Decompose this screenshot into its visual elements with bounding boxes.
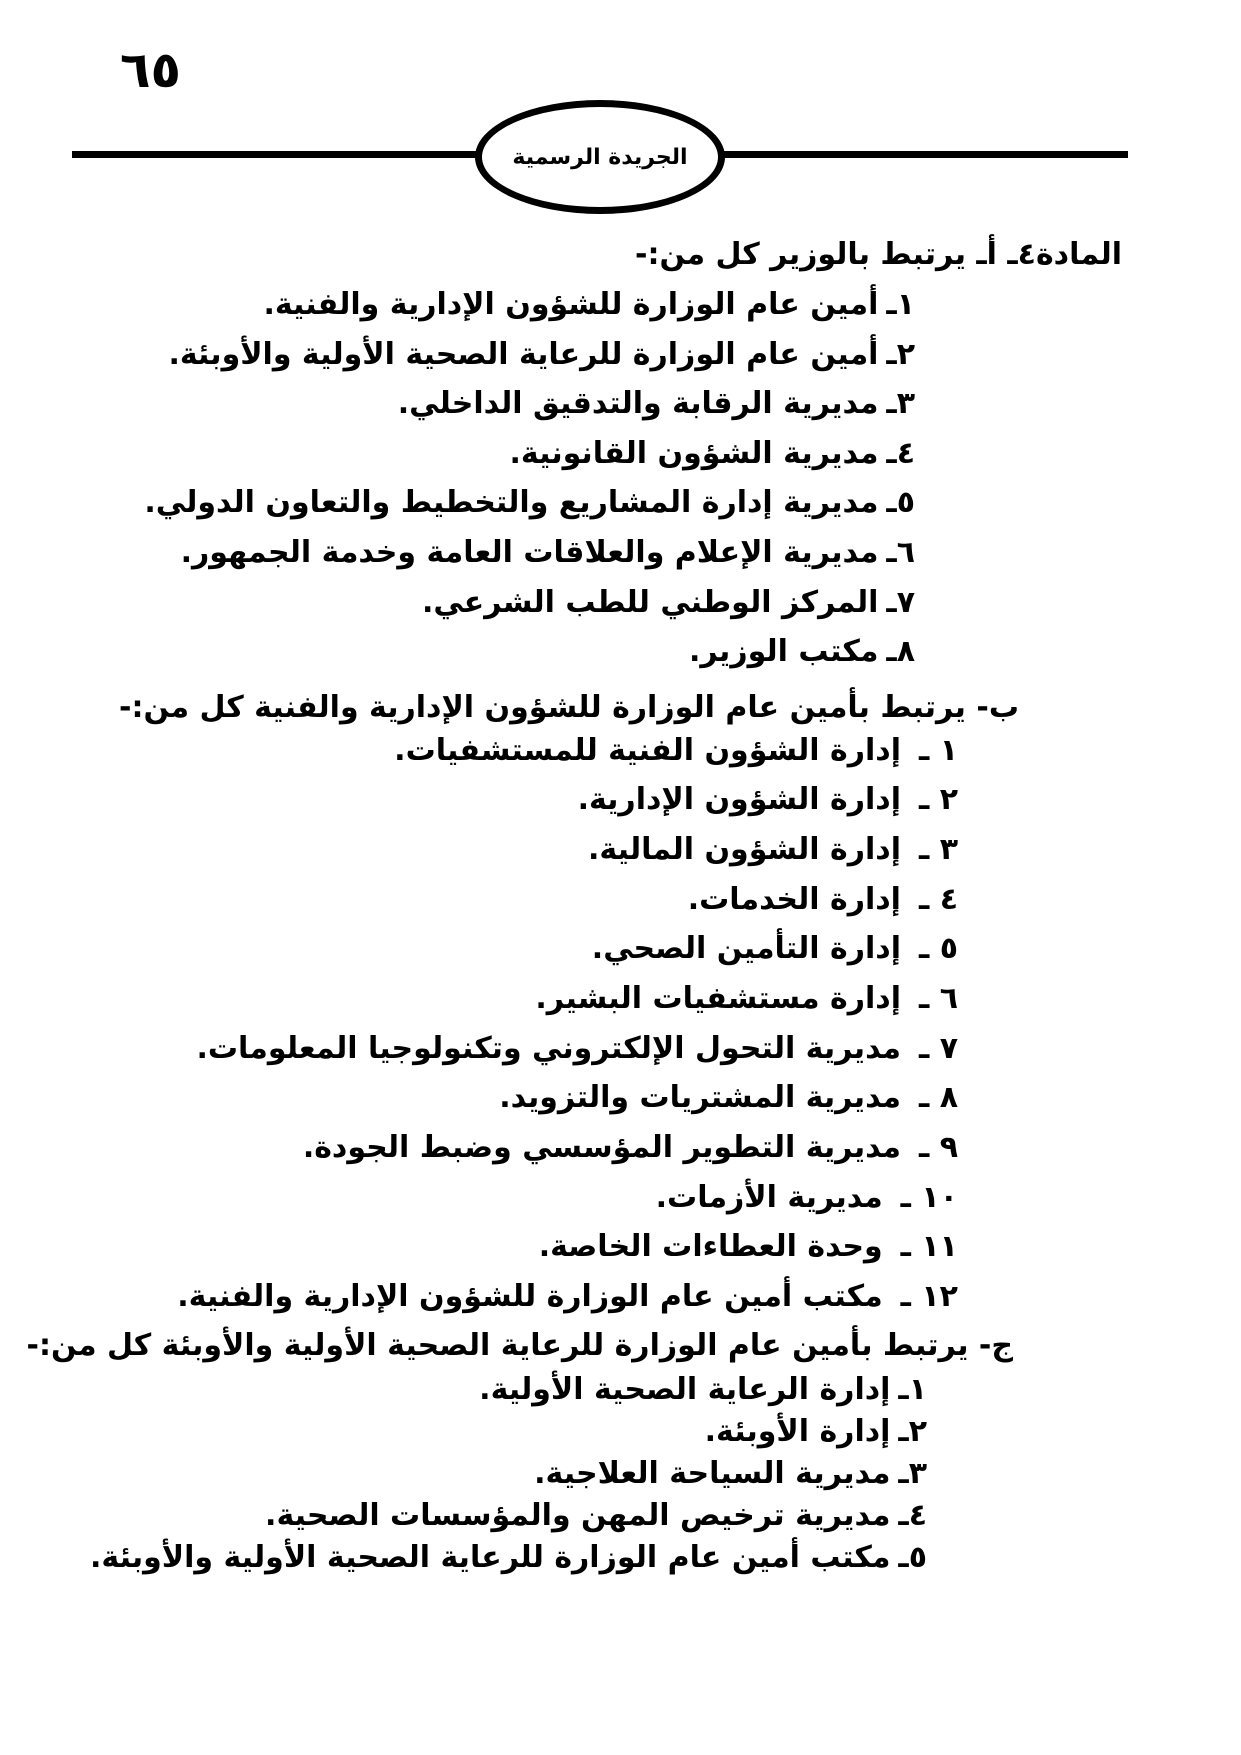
item-text: مديرية الرقابة والتدقيق الداخلي. [397,386,879,421]
item-text: وحدة العطاءات الخاصة. [538,1229,883,1264]
item-number: ٣ـ [898,1456,927,1491]
list-item-b-11 [539,1225,958,1269]
item-text: مكتب أمين عام الوزارة للشؤون الإدارية والفنية. [177,1279,883,1314]
item-number: ٣ ـ [918,832,958,867]
item-text: إدارة الأوبئة. [704,1414,891,1449]
item-number: ٥ـ [898,1540,927,1575]
item-text: مديرية الشؤون القانونية. [509,436,879,471]
item-text: مديرية التطوير المؤسسي وضبط الجودة. [302,1130,901,1165]
list-item-c-1 [479,1368,927,1412]
item-text: مديرية الإعلام والعلاقات العامة وخدمة الجمهور. [180,535,879,570]
item-number: ٨ـ [886,634,915,669]
item-number: ٤ـ [886,436,915,471]
list-item-a-3 [398,382,915,426]
item-number: ٤ ـ [918,882,958,917]
list-item-b-9 [303,1126,958,1170]
page-number: ٦٥ [120,41,182,99]
list-item-b-7 [197,1027,959,1071]
item-text: إدارة الخدمات. [687,882,901,917]
item-number: ١ ـ [918,733,958,768]
item-number: ٢ـ [898,1414,927,1449]
list-item-b-8 [499,1076,958,1120]
item-text: مديرية إدارة المشاريع والتخطيط والتعاون الدولي. [144,485,879,520]
list-item-a-7 [422,581,915,625]
item-text: مكتب أمين عام الوزارة للرعاية الصحية الأولية والأوبئة. [90,1540,891,1575]
list-item-b-10 [656,1176,958,1220]
item-text: إدارة الرعاية الصحية الأولية. [479,1372,891,1407]
list-item-b-2 [578,778,958,822]
item-number: ١٠ ـ [900,1180,958,1215]
item-text: مديرية المشتريات والتزويد. [499,1080,901,1115]
item-text: إدارة مستشفيات البشير. [535,981,901,1016]
item-number: ١٢ ـ [900,1279,958,1314]
item-number: ٢ـ [886,337,915,372]
item-text: مديرية ترخيص المهن والمؤسسات الصحية. [265,1498,891,1533]
item-text: أمين عام الوزارة للشؤون الإدارية والفنية. [263,287,879,322]
list-item-a-4 [510,432,915,476]
item-text: مديرية السياحة العلاجية. [534,1456,891,1491]
item-number: ٢ ـ [918,782,958,817]
item-text: مديرية التحول الإلكتروني وتكنولوجيا المعلومات. [196,1031,901,1066]
list-item-a-6 [181,531,915,575]
item-number: ٥ ـ [918,931,958,966]
list-item-b-4 [688,878,958,922]
article-heading-c: ج- يرتبط بأمين عام الوزارة للرعاية الصحية الأولية والأوبئة كل من:- [26,1328,1013,1363]
item-number: ٩ ـ [918,1130,958,1165]
item-number: ١١ ـ [900,1229,958,1264]
list-item-a-8 [689,630,915,674]
list-item-a-5 [144,481,915,525]
item-text: مديرية الأزمات. [655,1180,883,1215]
item-text: إدارة الشؤون الإدارية. [577,782,901,817]
item-text: إدارة التأمين الصحي. [591,931,901,966]
list-item-b-5 [592,927,958,971]
item-number: ٥ـ [886,485,915,520]
banner-title: الجريدة الرسمية [512,144,688,170]
item-text: مكتب الوزير. [689,634,879,669]
list-item-b-12 [177,1275,958,1319]
item-number: ٦ـ [886,535,915,570]
item-number: ٣ـ [886,386,915,421]
list-item-c-2 [705,1410,927,1454]
list-item-b-1 [394,729,958,773]
article-heading-b: ب- يرتبط بأمين عام الوزارة للشؤون الإدارية والفنية كل من:- [119,690,1019,725]
item-number: ١ـ [898,1372,927,1407]
list-item-a-1 [263,283,915,327]
item-text: أمين عام الوزارة للرعاية الصحية الأولية والأوبئة. [168,337,879,372]
list-item-c-4 [265,1494,927,1538]
list-item-c-5 [90,1536,927,1580]
list-item-b-3 [588,828,958,872]
item-text: إدارة الشؤون الفنية للمستشفيات. [394,733,901,768]
item-number: ٧ـ [886,585,915,620]
item-number: ١ـ [886,287,915,322]
list-item-b-6 [535,977,958,1021]
gazette-banner [475,100,725,214]
item-number: ٤ـ [898,1498,927,1533]
item-number: ٧ ـ [918,1031,958,1066]
item-number: ٦ ـ [918,981,958,1016]
item-number: ٨ ـ [918,1080,958,1115]
list-item-a-2 [168,333,915,377]
article-heading-a: المادة٤ـ أـ يرتبط بالوزير كل من:- [635,237,1122,272]
item-text: المركز الوطني للطب الشرعي. [421,585,879,620]
list-item-c-3 [534,1452,927,1496]
item-text: إدارة الشؤون المالية. [587,832,901,867]
